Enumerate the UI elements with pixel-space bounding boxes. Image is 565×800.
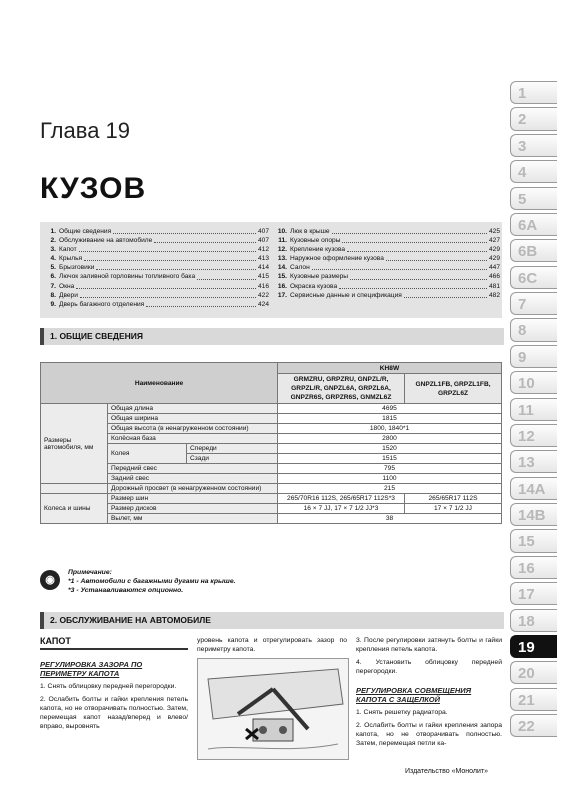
toc-number: 11. <box>278 237 287 245</box>
toc-right-column <box>276 227 500 300</box>
toc-title: Окраска кузова <box>290 282 338 290</box>
toc-number: 13. <box>277 255 287 263</box>
table-of-contents <box>40 222 502 318</box>
toc-number: 2. <box>50 237 56 245</box>
chapter-tab-6b[interactable]: 6B <box>510 239 557 262</box>
toc-entry <box>276 245 500 254</box>
toc-leader <box>113 227 256 234</box>
toc-number: 5. <box>50 264 56 272</box>
chapter-tab-20[interactable]: 20 <box>510 661 557 684</box>
toc-page: 416 <box>257 282 269 290</box>
toc-leader <box>312 263 487 270</box>
chapter-tabs <box>510 81 557 740</box>
row-sublabel: Сзади <box>187 454 278 464</box>
row-value: 265/70R16 112S, 265/65R17 112S*3 <box>278 494 405 504</box>
group-wheels: Колеса и шины <box>41 494 108 524</box>
toc-number: 12. <box>277 246 287 254</box>
toc-title: Лючок заливной горловины топливного бака <box>59 273 196 281</box>
group-dims: Размеры автомобиля, мм <box>41 404 108 484</box>
toc-number: 1. <box>50 228 56 235</box>
chapter-tab-2[interactable]: 2 <box>510 107 557 130</box>
chapter-tab-16[interactable]: 16 <box>510 556 557 579</box>
chapter-tab-5[interactable]: 5 <box>510 187 557 210</box>
note-head: Примечание: <box>68 569 112 576</box>
toc-entry <box>276 282 500 291</box>
toc-entry <box>45 291 269 300</box>
chapter-tab-19[interactable]: 19 <box>510 635 557 658</box>
toc-leader <box>84 254 256 261</box>
toc-leader <box>80 291 256 298</box>
toc-leader <box>350 272 487 279</box>
toc-number: 7. <box>50 282 56 290</box>
toc-entry <box>276 227 500 236</box>
chapter-tab-14b[interactable]: 14B <box>510 503 557 526</box>
toc-number: 16. <box>277 282 287 290</box>
toc-title: Крепление кузова <box>290 246 346 254</box>
toc-entry <box>45 254 269 263</box>
toc-page: 447 <box>488 264 500 272</box>
chapter-tab-6a[interactable]: 6A <box>510 213 557 236</box>
row-value: 16 × 7 JJ, 17 × 7 1/2 JJ*3 <box>278 504 405 514</box>
step: 1. Снять облицовку передней перегородки. <box>40 683 177 690</box>
text-column-1 <box>40 636 188 731</box>
toc-left-column <box>45 227 269 309</box>
toc-number: 6. <box>50 273 56 281</box>
chapter-tab-6c[interactable]: 6C <box>510 266 557 289</box>
toc-page: 482 <box>488 291 500 299</box>
toc-leader <box>197 272 256 279</box>
row-value: 38 <box>278 514 502 524</box>
toc-leader <box>146 300 256 307</box>
chapter-tab-22[interactable]: 22 <box>510 714 557 737</box>
toc-title: Окна <box>59 282 75 290</box>
toc-page: 412 <box>257 246 269 254</box>
chapter-tab-17[interactable]: 17 <box>510 582 557 605</box>
step: 1. Снять решетку радиатора. <box>356 709 448 716</box>
toc-number: 15. <box>277 273 287 281</box>
toc-entry <box>45 272 269 281</box>
toc-page: 414 <box>257 264 269 272</box>
chapter-tab-12[interactable]: 12 <box>510 424 557 447</box>
chapter-tab-11[interactable]: 11 <box>510 398 557 421</box>
toc-entry <box>276 254 500 263</box>
row-sublabel: Спереди <box>187 444 278 454</box>
row-value: 1520 <box>278 444 502 454</box>
toc-page: 413 <box>257 255 269 263</box>
section-heading: 2. ОБСЛУЖИВАНИЕ НА АВТОМОБИЛЕ <box>40 612 504 629</box>
toc-title: Наружное оформление кузова <box>290 255 384 263</box>
toc-page: 422 <box>257 291 269 299</box>
row-value: 17 × 7 1/2 JJ <box>405 504 502 514</box>
step: 2. Ослабить болты и гайки крепления запора капота, но не отворачивать полностью. Затем, перемещая петли ка- <box>356 722 502 747</box>
toc-title: Крылья <box>59 255 83 263</box>
toc-page: 481 <box>488 282 500 290</box>
toc-page: 424 <box>257 300 269 308</box>
toc-title: Общие сведения <box>59 228 112 235</box>
toc-title: Дверь багажного отделения <box>59 300 145 308</box>
row-label: Размер шин <box>108 494 278 504</box>
toc-entry <box>276 291 500 300</box>
section-heading: 1. ОБЩИЕ СВЕДЕНИЯ <box>40 328 504 345</box>
toc-leader <box>339 282 487 289</box>
toc-number: 4. <box>50 255 56 263</box>
chapter-tab-8[interactable]: 8 <box>510 318 557 341</box>
toc-leader <box>404 291 487 298</box>
row-label: Общая ширина <box>108 414 278 424</box>
chapter-title: КУЗОВ <box>40 172 147 205</box>
toc-title: Кузовные опоры <box>290 237 341 245</box>
toc-page: 429 <box>488 246 500 254</box>
chapter-tab-3[interactable]: 3 <box>510 134 557 157</box>
toc-number: 3. <box>50 246 56 254</box>
toc-leader <box>76 282 256 289</box>
toc-title: Кузовные размеры <box>290 273 349 281</box>
chapter-label: Глава 19 <box>40 118 131 143</box>
toc-title: Обслуживание на автомобиле <box>59 237 153 245</box>
toc-number: 9. <box>50 300 56 308</box>
row-label: Колея <box>108 444 187 464</box>
toc-leader <box>386 254 487 261</box>
toc-entry <box>45 245 269 254</box>
row-value: 215 <box>278 484 502 494</box>
chapter-tab-7[interactable]: 7 <box>510 292 557 315</box>
chapter-tab-9[interactable]: 9 <box>510 345 557 368</box>
toc-title: Сервисные данные и спецификация <box>290 291 402 299</box>
toc-page: 407 <box>257 237 269 245</box>
toc-entry <box>276 263 500 272</box>
toc-leader <box>342 236 487 243</box>
toc-entry <box>45 236 269 245</box>
chapter-tab-1[interactable]: 1 <box>510 81 557 104</box>
models-b-header: GNPZL1FB, GRPZL1FB, GRPZL6Z <box>405 374 502 404</box>
toc-number: 17. <box>277 291 287 299</box>
toc-title: Двери <box>59 291 78 299</box>
toc-leader <box>96 263 256 270</box>
toc-title: Брызговики <box>59 264 95 272</box>
toc-page: 466 <box>488 273 500 281</box>
chapter-tab-18[interactable]: 18 <box>510 609 557 632</box>
toc-entry <box>276 236 500 245</box>
toc-entry <box>45 300 269 309</box>
note-3: *3 - Устанавливаются опционно. <box>68 587 184 594</box>
toc-page: 415 <box>257 273 269 281</box>
toc-number: 14. <box>277 264 287 272</box>
subsection-heading: КАПОТ <box>40 636 188 650</box>
chapter-tab-10[interactable]: 10 <box>510 371 557 394</box>
note-1: *1 - Автомобили с багажными дугами на крыше. <box>68 578 236 585</box>
row-label: Передний свес <box>108 464 278 474</box>
toc-title: Капот <box>59 246 77 254</box>
toc-leader <box>79 245 256 252</box>
toc-page: 427 <box>488 237 500 245</box>
text-column-3 <box>356 636 502 748</box>
toc-page: 429 <box>488 255 500 263</box>
toc-number: 8. <box>50 291 56 299</box>
toc-entry <box>45 282 269 291</box>
row-value: 265/65R17 112S <box>405 494 502 504</box>
toc-leader <box>154 236 256 243</box>
toc-page: 425 <box>488 228 500 235</box>
toc-leader <box>347 245 487 252</box>
step: 4. Установить облицовку передней перегородки. <box>356 659 502 675</box>
text-column-2 <box>197 636 347 760</box>
toc-title: Люк в крыше <box>290 228 330 235</box>
row-value: 1100 <box>278 474 502 484</box>
step-continuation: уровень капота и отрегулировать зазор по периметру капота. <box>197 637 347 653</box>
chapter-tab-13[interactable]: 13 <box>510 450 557 473</box>
chapter-tab-15[interactable]: 15 <box>510 529 557 552</box>
camera-icon: ◉ <box>40 570 60 590</box>
row-label: Размер дисков <box>108 504 278 514</box>
row-value: 2800 <box>278 434 502 444</box>
col-name-header: Наименование <box>41 363 278 404</box>
row-value: 4695 <box>278 404 502 414</box>
row-label: Вылет, мм <box>108 514 278 524</box>
spec-table <box>40 362 502 524</box>
procedure-heading: РЕГУЛИРОВКА СОВМЕЩЕНИЯ КАПОТА С ЗАЩЕЛКОЙ <box>356 686 472 704</box>
toc-title: Салон <box>290 264 310 272</box>
chapter-tab-4[interactable]: 4 <box>510 160 557 183</box>
row-label: Общая длина <box>108 404 278 414</box>
hood-hinge-figure <box>197 658 349 760</box>
procedure-heading: РЕГУЛИРОВКА ЗАЗОРА ПО ПЕРИМЕТРУ КАПОТА <box>40 660 143 678</box>
toc-entry <box>276 272 500 281</box>
models-a-header: GRMZRU, GRPZRU, GNPZL/R, GRPZL/R, GNPZL6A, GRPZL6A, GNPZR6S, GRPZR6S, GNMZL6Z <box>278 374 405 404</box>
row-value: 1800, 1840*1 <box>278 424 502 434</box>
row-value: 1815 <box>278 414 502 424</box>
step: 2. Ослабить болты и гайки крепления петель капота, но не отворачивать полностью. Затем, перемещая капот назад/вперед и влево/вправо, выровнять <box>40 696 188 730</box>
toc-page: 407 <box>257 228 269 235</box>
row-label: Общая высота (в ненагруженном состоянии) <box>108 424 278 434</box>
row-value: 795 <box>278 464 502 474</box>
publisher-footer: Издательство «Монолит» <box>405 768 489 775</box>
toc-entry <box>45 263 269 272</box>
row-value: 1515 <box>278 454 502 464</box>
row-label: Колёсная база <box>108 434 278 444</box>
toc-entry <box>45 227 269 236</box>
group-code-header: KH8W <box>278 363 502 374</box>
chapter-tab-21[interactable]: 21 <box>510 688 557 711</box>
chapter-tab-14a[interactable]: 14A <box>510 477 557 500</box>
row-label: Дорожный просвет (в ненагруженном состоянии) <box>108 484 278 494</box>
toc-number: 10. <box>277 228 287 235</box>
step: 3. После регулировки затянуть болты и гайки крепления петель капота. <box>356 637 502 653</box>
toc-leader <box>332 227 487 234</box>
row-label: Задний свес <box>108 474 278 484</box>
